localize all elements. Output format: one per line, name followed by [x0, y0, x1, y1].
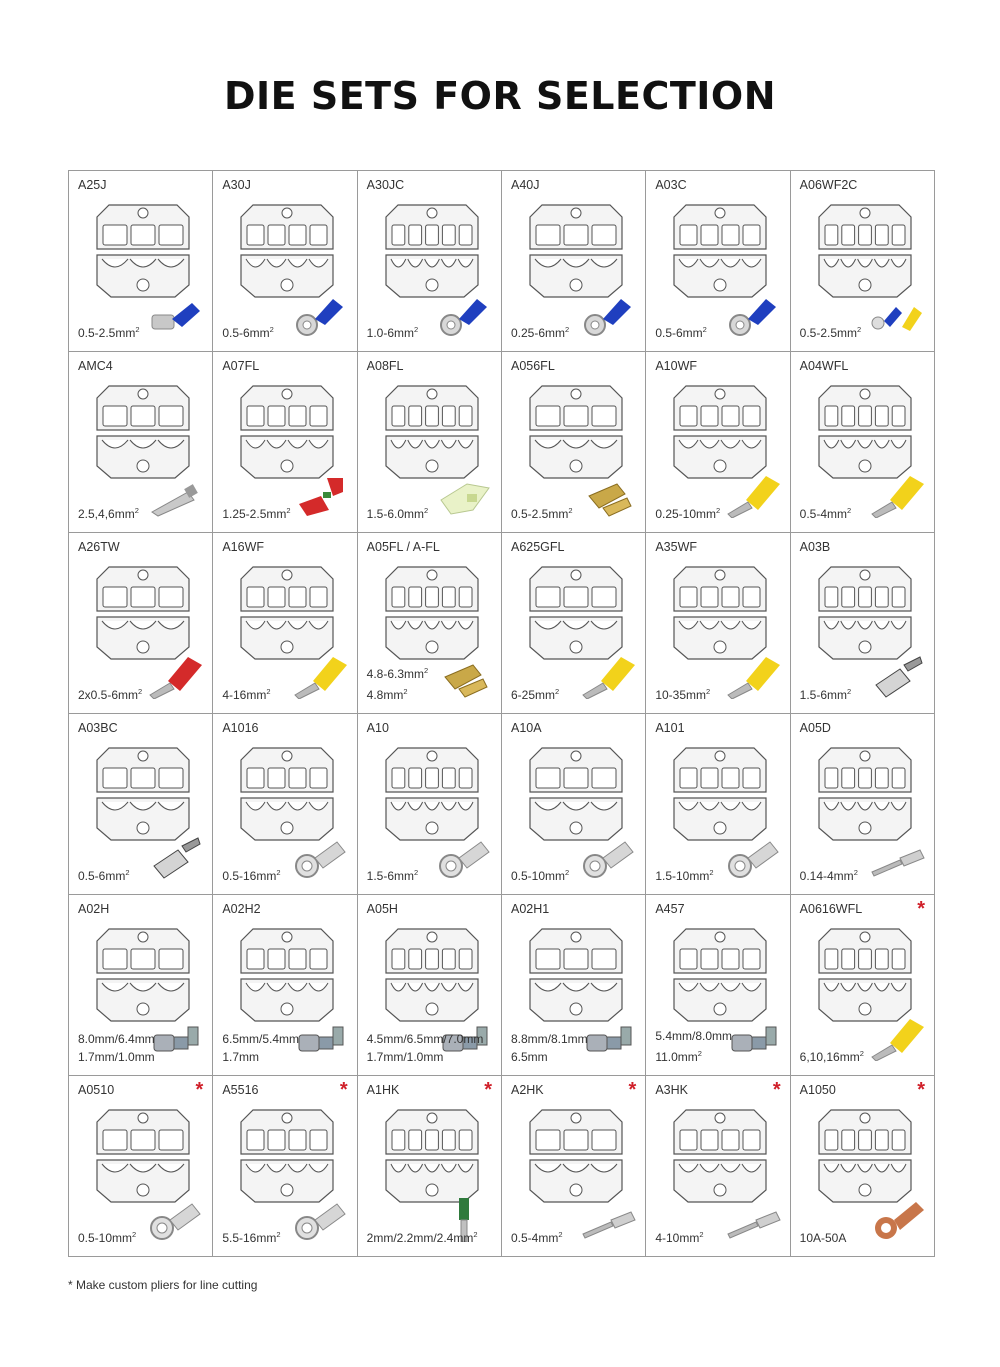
custom-star-icon: * [917, 1079, 925, 1101]
custom-star-icon: * [917, 898, 925, 920]
die-spec: $4-10mm^2$ [655, 1230, 704, 1245]
die-set-cell [502, 895, 646, 1076]
die-set-cell [646, 352, 790, 533]
crimp-die-image [813, 740, 917, 848]
die-code: A26TW [78, 540, 120, 554]
die-code: A10 [366, 721, 389, 735]
die-set-cell [69, 714, 213, 895]
die-spec: 5.4mm/8.0mm $11.0mm^2$ [655, 1029, 733, 1064]
brass-flag-terminal-icon [581, 474, 637, 518]
die-set-cell [358, 1076, 502, 1257]
die-code: A03C [655, 178, 687, 192]
die-spec: $6-25mm^2$ [510, 687, 560, 702]
die-set-cell [791, 895, 935, 1076]
tube-lug-terminal-icon [148, 1198, 204, 1242]
bnc-terminal-icon [581, 1017, 637, 1061]
custom-star-icon: * [772, 1079, 781, 1101]
die-set-cell [646, 171, 790, 352]
die-code: A16WF [222, 540, 265, 554]
page-title: DIE SETS FOR SELECTION [223, 74, 777, 118]
die-set-cell [213, 171, 357, 352]
die-set-cell [502, 714, 646, 895]
die-spec: $4-16mm^2$ [222, 687, 271, 702]
die-spec: $1.5-6.0mm^2$ [366, 506, 429, 521]
yellow-ferrule-terminal-icon [581, 655, 637, 699]
die-spec: $0.5-4mm^2$ [510, 1230, 563, 1245]
die-spec: $0.5-6mm^2$ [222, 325, 274, 340]
custom-star-icon: * [628, 1079, 637, 1101]
tube-lug-terminal-icon [293, 1198, 349, 1242]
die-set-cell [213, 352, 357, 533]
die-spec: $0.5-2.5mm^2$ [799, 325, 862, 340]
die-code: A04WFL [799, 359, 849, 373]
die-set-cell [69, 895, 213, 1076]
bnc-terminal-icon [726, 1017, 782, 1061]
d-sub-pin-terminal-icon [726, 1198, 782, 1242]
yellow-ferrule-terminal-icon [870, 474, 926, 518]
crimp-die-image [91, 1102, 195, 1210]
die-set-cell [502, 533, 646, 714]
die-set-cell [646, 533, 790, 714]
die-set-cell [791, 1076, 935, 1257]
die-set-cell [358, 714, 502, 895]
blue-ring-terminal-icon [437, 293, 493, 337]
footnote: * Make custom pliers for line cutting [68, 1278, 258, 1292]
die-code: A05D [799, 721, 831, 735]
crimp-die-image [380, 740, 484, 848]
die-spec: $0.25-6mm^2$ [510, 325, 570, 340]
die-code: A30J [222, 178, 251, 192]
crimp-die-image [91, 197, 195, 305]
tube-lug-terminal-icon [581, 836, 637, 880]
crimp-die-image [668, 921, 772, 1029]
crimp-die-image [235, 197, 339, 305]
custom-star-icon: * [339, 1079, 348, 1101]
crimp-die-image [524, 559, 628, 667]
die-set-cell [646, 1076, 790, 1257]
clear-flag-terminal-icon [437, 474, 493, 518]
tube-lug-terminal-icon [293, 836, 349, 880]
die-set-cell [69, 171, 213, 352]
die-set-cell [213, 1076, 357, 1257]
die-spec: $0.5-2.5mm^2$ [78, 325, 140, 340]
die-spec: $0.5-2.5mm^2$ [510, 506, 573, 521]
die-set-cell [791, 533, 935, 714]
die-code: A0616WFL [799, 902, 863, 916]
open-barrel-terminal-icon [870, 655, 926, 699]
crimp-die-image [813, 559, 917, 667]
bnc-terminal-icon [293, 1017, 349, 1061]
die-spec: 8.0mm/6.4mm 1.7mm/1.0mm [78, 1032, 155, 1064]
die-code: A03BC [78, 721, 118, 735]
crimp-die-image [380, 559, 484, 667]
die-set-cell [646, 895, 790, 1076]
die-spec: $6,10,16mm^2$ [799, 1049, 864, 1064]
blue-ring-terminal-icon [726, 293, 782, 337]
die-spec: $1.5-6mm^2$ [799, 687, 852, 702]
d-sub-pin-terminal-icon [870, 836, 926, 880]
die-code: A1HK [366, 1083, 400, 1097]
die-code: A03B [799, 540, 831, 554]
crimp-die-image [235, 559, 339, 667]
die-set-cell [213, 714, 357, 895]
die-code: A101 [655, 721, 685, 735]
die-set-cell [213, 533, 357, 714]
die-set-cell [502, 352, 646, 533]
tube-lug-terminal-icon [726, 836, 782, 880]
die-spec: $4.8-6.3mm^2$ $4.8mm^2$ [366, 666, 429, 702]
blue-ring-terminal-icon [293, 293, 349, 337]
crimp-die-image [524, 921, 628, 1029]
die-spec: $1.5-10mm^2$ [655, 868, 714, 883]
yellow-ferrule-terminal-icon [726, 474, 782, 518]
die-code: A02H1 [510, 902, 550, 916]
die-spec: $10-35mm^2$ [655, 687, 711, 702]
die-code: A05H [366, 902, 398, 916]
die-set-cell [791, 352, 935, 533]
die-spec: $0.25-10mm^2$ [655, 506, 721, 521]
die-set-cell [502, 1076, 646, 1257]
die-code: AMC4 [78, 359, 113, 373]
yellow-ferrule-terminal-icon [870, 1017, 926, 1061]
die-set-cell [69, 1076, 213, 1257]
die-code: A07FL [222, 359, 260, 373]
die-code: A1016 [222, 721, 259, 735]
crimp-die-image [813, 921, 917, 1029]
die-spec: $5.5-16mm^2$ [222, 1230, 281, 1245]
blue-spade-terminal-icon [148, 293, 204, 337]
die-set-cell [213, 895, 357, 1076]
d-sub-pin-terminal-icon [581, 1198, 637, 1242]
die-code: A25J [78, 178, 107, 192]
die-spec: $0.5-16mm^2$ [222, 868, 281, 883]
die-code: A02H2 [222, 902, 261, 916]
crimp-die-image [668, 197, 772, 305]
crimp-die-image [380, 378, 484, 486]
crimp-die-image [813, 197, 917, 305]
die-spec: $2.5,4,6mm^2$ [78, 506, 139, 521]
die-code: A06WF2C [799, 178, 858, 192]
die-set-cell [358, 533, 502, 714]
crimp-die-image [524, 378, 628, 486]
die-spec: 10A-50A [799, 1231, 847, 1245]
crimp-die-image [668, 378, 772, 486]
die-code: A05FL / A-FL [366, 540, 440, 554]
die-set-cell [502, 171, 646, 352]
open-barrel-terminal-icon [148, 836, 204, 880]
die-spec: 8.8mm/8.1mm 6.5mm [510, 1032, 588, 1064]
crimp-die-image [668, 740, 772, 848]
bnc-terminal-icon [148, 1017, 204, 1061]
brass-flag-terminal-icon [437, 655, 493, 699]
die-code: A056FL [510, 359, 555, 373]
die-spec: 6.5mm/5.4mm 1.7mm [222, 1032, 300, 1064]
die-spec: 4.5mm/6.5mm/7.0mm 1.7mm/1.0mm [366, 1032, 484, 1064]
die-spec: $0.5-4mm^2$ [799, 506, 852, 521]
die-set-cell [646, 714, 790, 895]
die-code: A1050 [799, 1083, 836, 1097]
die-code: A10A [510, 721, 542, 735]
crimp-die-image [235, 921, 339, 1029]
die-set-cell [358, 171, 502, 352]
die-set-cell [69, 533, 213, 714]
crimp-die-image [380, 197, 484, 305]
die-code: A0510 [78, 1083, 115, 1097]
die-set-cell [791, 714, 935, 895]
red-twin-ferrule-terminal-icon [148, 655, 204, 699]
die-code: A10WF [655, 359, 698, 373]
yellow-ferrule-terminal-icon [726, 655, 782, 699]
die-spec: $0.5-6mm^2$ [78, 868, 130, 883]
die-code: A625GFL [510, 540, 565, 554]
die-code: A40J [510, 178, 540, 192]
die-code: A02H [78, 902, 110, 916]
die-code: A2HK [510, 1083, 544, 1097]
die-set-cell [358, 895, 502, 1076]
crimp-die-image [524, 197, 628, 305]
die-spec: $0.5-10mm^2$ [510, 868, 570, 883]
crimp-die-image [380, 921, 484, 1029]
crimp-die-image [91, 740, 195, 848]
die-spec: $1.0-6mm^2$ [366, 325, 419, 340]
crimp-die-image [813, 378, 917, 486]
die-spec: $1.25-2.5mm^2$ [222, 506, 291, 521]
mc4-pin-terminal-icon [148, 474, 204, 518]
crimp-die-image [235, 740, 339, 848]
die-code: A3HK [655, 1083, 688, 1097]
blue-ring-terminal-icon [581, 293, 637, 337]
red-flag-terminal-icon [293, 474, 349, 518]
crimp-die-image [668, 1102, 772, 1210]
die-set-cell [69, 352, 213, 533]
crimp-die-image [668, 559, 772, 667]
die-set-cell [358, 352, 502, 533]
die-code: A35WF [655, 540, 698, 554]
die-set-cell [791, 171, 935, 352]
crimp-die-image [524, 740, 628, 848]
copper-lug-terminal-icon [870, 1198, 926, 1242]
blue-yellow-ferrule-terminal-icon [870, 293, 926, 337]
die-code: A5516 [222, 1083, 259, 1097]
crimp-die-image [235, 1102, 339, 1210]
custom-star-icon: * [484, 1079, 492, 1101]
die-spec: $2x0.5-6mm^2$ [78, 687, 143, 702]
crimp-die-image [91, 378, 195, 486]
die-spec: $0.14-4mm^2$ [799, 868, 858, 883]
die-code: A30JC [366, 178, 405, 192]
crimp-die-image [91, 559, 195, 667]
die-code: A457 [655, 902, 685, 916]
custom-star-icon: * [195, 1079, 204, 1101]
tube-lug-terminal-icon [437, 836, 493, 880]
die-spec: $0.5-10mm^2$ [78, 1230, 137, 1245]
crimp-die-image [813, 1102, 917, 1210]
die-set-grid [68, 170, 935, 1257]
crimp-die-image [524, 1102, 628, 1210]
yellow-ferrule-terminal-icon [293, 655, 349, 699]
die-spec: $1.5-6mm^2$ [366, 868, 419, 883]
die-spec: $2mm/2.2mm/2.4mm^2$ [366, 1230, 478, 1245]
crimp-die-image [380, 1102, 484, 1210]
die-spec: $0.5-6mm^2$ [655, 325, 707, 340]
crimp-die-image [91, 921, 195, 1029]
crimp-die-image [235, 378, 339, 486]
die-code: A08FL [366, 359, 404, 373]
